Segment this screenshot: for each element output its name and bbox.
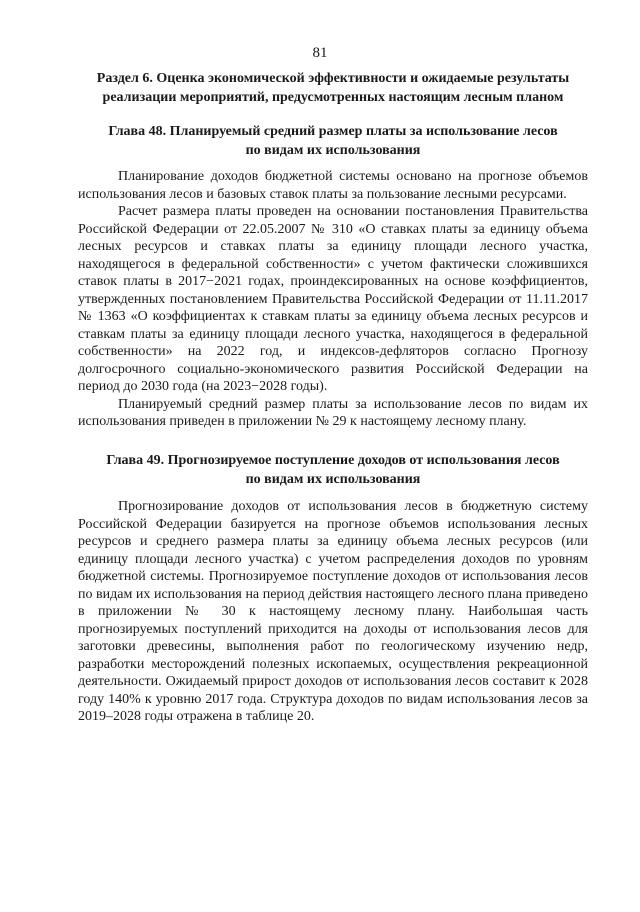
chapter-49-heading: [78, 451, 588, 489]
paragraph: Планирование доходов бюджетной системы основано на прогнозе объемов использования лесов и базовых ставок платы за пользование лесными ресурсами.: [78, 169, 588, 202]
chapter-48-heading: [78, 122, 588, 160]
chapter-48-body: [78, 168, 588, 431]
chapter-48-heading-line-1: Глава 48. Планируемый средний размер платы за использование лесов: [108, 124, 558, 139]
section-heading: [78, 69, 588, 107]
page-number: 81: [312, 45, 328, 61]
chapter-49-body: [78, 498, 588, 726]
paragraph: Расчет размера платы проведен на основании постановления Правительства Российской Федерации от 22.05.2007 № 310 «О ставках платы за единицу объема лесных ресурсов и ставках платы за единицу площади лесного участка, находящегося в федеральной собственности» с учетом фактически сложившихся ставок платы в 2017−2021 годах, проиндексированных на основе коэффициентов, утвержденных постановлением Правительства Российской Федерации от 11.11.2017 № 1363 «О коэффициентах к ставкам платы за единицу объема лесных ресурсов и ставкам платы за единицу площади лесного участка, находящегося в федеральной собственности» на 2022 год, и индексов-дефляторов согласно Прогнозу долгосрочного социально-экономического развития Российской Федерации на период до 2030 года (на 2023−2028 годы).: [78, 204, 588, 394]
section-heading-line-2: реализации мероприятий, предусмотренных настоящим лесным планом: [102, 90, 564, 105]
section-heading-line-1: Раздел 6. Оценка экономической эффективности и ожидаемые результаты: [96, 71, 570, 86]
chapter-48-heading-line-2: по видам их использования: [245, 143, 421, 158]
chapter-49-heading-line-2: по видам их использования: [245, 472, 421, 487]
paragraph: Планируемый средний размер платы за использование лесов по видам их использования приведен в приложении № 29 к настоящему лесному плану.: [78, 396, 588, 429]
paragraph: Прогнозирование доходов от использования лесов в бюджетную систему Российской Федерации базируется на прогнозе объемов использования лесных ресурсов и среднего размера платы за единицу объема лесных ресурсов (или единицу площади лесного участка) с учетом распределения доходов по уровням бюджетной системы. Прогнозируемое поступление доходов от использования лесов по видам их использования на период действия настоящего лесного плана приведено в приложении № 30 к настоящему лесному плану. Наибольшая часть прогнозируемых поступлений приходится на доходы от использования лесов для заготовки древесины, выполнения работ по геологическому изучению недр, разработки месторождений полезных ископаемых, осуществления рекреационной деятельности. Ожидаемый прирост доходов от использования лесов составит к 2028 году 140% к уровню 2017 года. Структура доходов по видам использования лесов за 2019–2028 годы отражена в таблице 20.: [78, 499, 588, 724]
chapter-49-heading-line-1: Глава 49. Прогнозируемое поступление доходов от использования лесов: [106, 453, 560, 468]
